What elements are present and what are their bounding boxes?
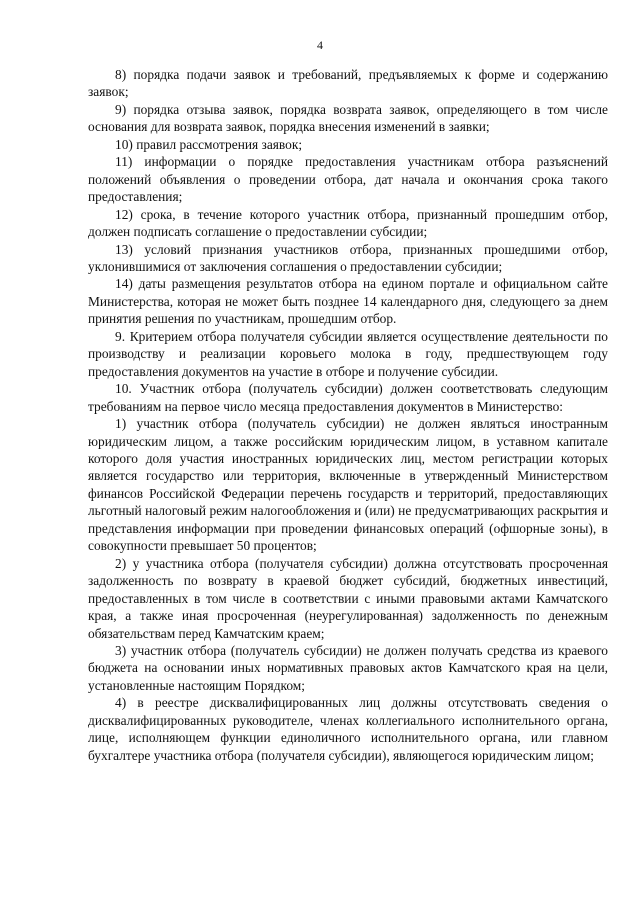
paragraph-requirement-3: 3) участник отбора (получатель субсидии) не должен получать средства из краевого бюджета на основании иных нормативных правовых актов Камчатского края на цели, установленные настоящим Порядком; bbox=[88, 642, 608, 693]
paragraph-requirement-1: 1) участник отбора (получатель субсидии) не должен являться иностранным юридическим лицом, а также российским юридическим лицом, в уставном капитале которого доля участия иностранных юридических лиц, местом регистрации которых является государство или территория, включенные в утвержденный Министерством финансов Российской Федерации перечень государств и территорий, предоставляющих льготный налоговый режим налогообложения и (или) не предусматривающих раскрытия и представления информации при проведении финансовых операций (офшорные зоны), в совокупности превышает 50 процентов; bbox=[88, 416, 608, 554]
document-body bbox=[88, 66, 608, 764]
paragraph-clause-10: 10. Участник отбора (получатель субсидии) должен соответствовать следующим требованиям на первое число месяца предоставления документов в Министерство: bbox=[88, 381, 608, 414]
paragraph-item-12: 12) срока, в течение которого участник отбора, признанный прошедшим отбор, должен подписать соглашение о предоставлении субсидии; bbox=[88, 206, 608, 240]
paragraph-clause-9: 9. Критерием отбора получателя субсидии является осуществление деятельности по производству и реализации коровьего молока в году, предшествующем году предоставления документов на участие в отборе и получение субсидии. bbox=[88, 328, 608, 379]
paragraph-item-10: 10) правил рассмотрения заявок; bbox=[115, 136, 303, 152]
paragraph-requirement-2: 2) у участника отбора (получателя субсидии) должна отсутствовать просроченная задолженность по возврату в краевой бюджет субсидий, бюджетных инвестиций, предоставленных в том числе в соответствии с иными правовыми актами Камчатского края, а также иная просроченная (неурегулированная) задолженность по денежным обязательствам перед Камчатским краем; bbox=[88, 555, 608, 641]
paragraph-item-14: 14) даты размещения результатов отбора на едином портале и официальном сайте Министерства, которая не может быть позднее 14 календарного дня, следующего за днем принятия решения по участникам, прошедшим отбор. bbox=[88, 276, 608, 327]
paragraph-requirement-4: 4) в реестре дисквалифицированных лиц должны отсутствовать сведения о дисквалифицированных руководителе, членах коллегиального исполнительного органа, лице, исполняющем функции единоличного исполнительного органа, или главном бухгалтере участника отбора (получателя субсидии), являющегося юридическим лицом; bbox=[88, 695, 608, 763]
paragraph-item-11: 11) информации о порядке предоставления участникам отбора разъяснений положений объявления о проведении отбора, дат начала и окончания срока такого предоставления; bbox=[88, 154, 608, 205]
page-number: 4 bbox=[317, 38, 323, 52]
paragraph-item-9: 9) порядка отзыва заявок, порядка возврата заявок, определяющего в том числе основания для возврата заявок, порядка внесения изменений в заявки; bbox=[88, 101, 608, 135]
paragraph-item-8: 8) порядка подачи заявок и требований, предъявляемых к форме и содержанию заявок; bbox=[88, 67, 608, 100]
paragraph-item-13: 13) условий признания участников отбора, признанных прошедшими отбор, уклонившимися от заключения соглашения о предоставлении субсидии; bbox=[88, 241, 608, 274]
